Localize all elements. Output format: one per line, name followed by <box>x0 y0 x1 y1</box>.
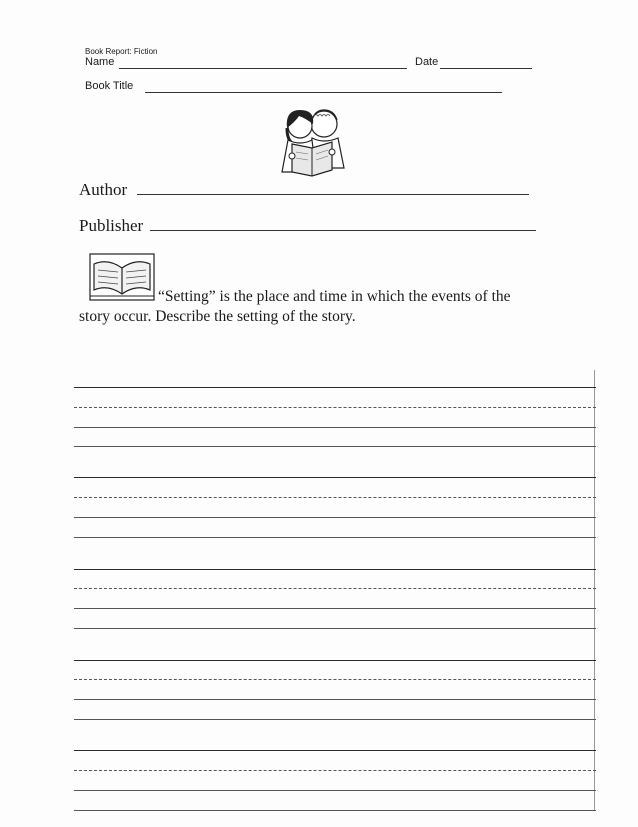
page-edge-border <box>594 370 595 810</box>
writing-top-line <box>74 660 596 661</box>
publisher-label: Publisher <box>79 216 144 235</box>
prompt-line-2: story occur. Describe the setting of the story. <box>79 308 356 325</box>
writing-base-line <box>74 427 596 428</box>
writing-base-line <box>74 608 596 609</box>
publisher-field[interactable] <box>150 230 536 231</box>
writing-base-line <box>74 790 596 791</box>
writing-mid-line <box>74 497 596 498</box>
writing-mid-line <box>74 770 596 771</box>
report-type-label: Book Report: Fiction <box>85 47 158 56</box>
writing-descender-line <box>74 537 596 538</box>
date-field[interactable] <box>440 68 532 69</box>
writing-top-line <box>74 477 596 478</box>
prompt-line-1: “Setting” is the place and time in which the events of the <box>158 288 511 305</box>
writing-mid-line <box>74 407 596 408</box>
writing-descender-line <box>74 719 596 720</box>
writing-descender-line <box>74 628 596 629</box>
author-label: Author <box>79 180 128 199</box>
writing-top-line <box>74 750 596 751</box>
name-field[interactable] <box>119 68 407 69</box>
writing-mid-line <box>74 679 596 680</box>
open-book-icon <box>88 250 156 302</box>
writing-top-line <box>74 569 596 570</box>
writing-base-line <box>74 699 596 700</box>
author-field[interactable] <box>137 194 529 195</box>
book-title-label: Book Title <box>85 80 134 92</box>
book-title-field[interactable] <box>145 92 502 93</box>
children-reading-icon <box>274 104 356 180</box>
writing-descender-line <box>74 810 596 811</box>
writing-top-line <box>74 387 596 388</box>
writing-base-line <box>74 517 596 518</box>
date-label: Date <box>415 56 439 68</box>
name-label: Name <box>85 56 115 68</box>
writing-descender-line <box>74 446 596 447</box>
writing-mid-line <box>74 588 596 589</box>
